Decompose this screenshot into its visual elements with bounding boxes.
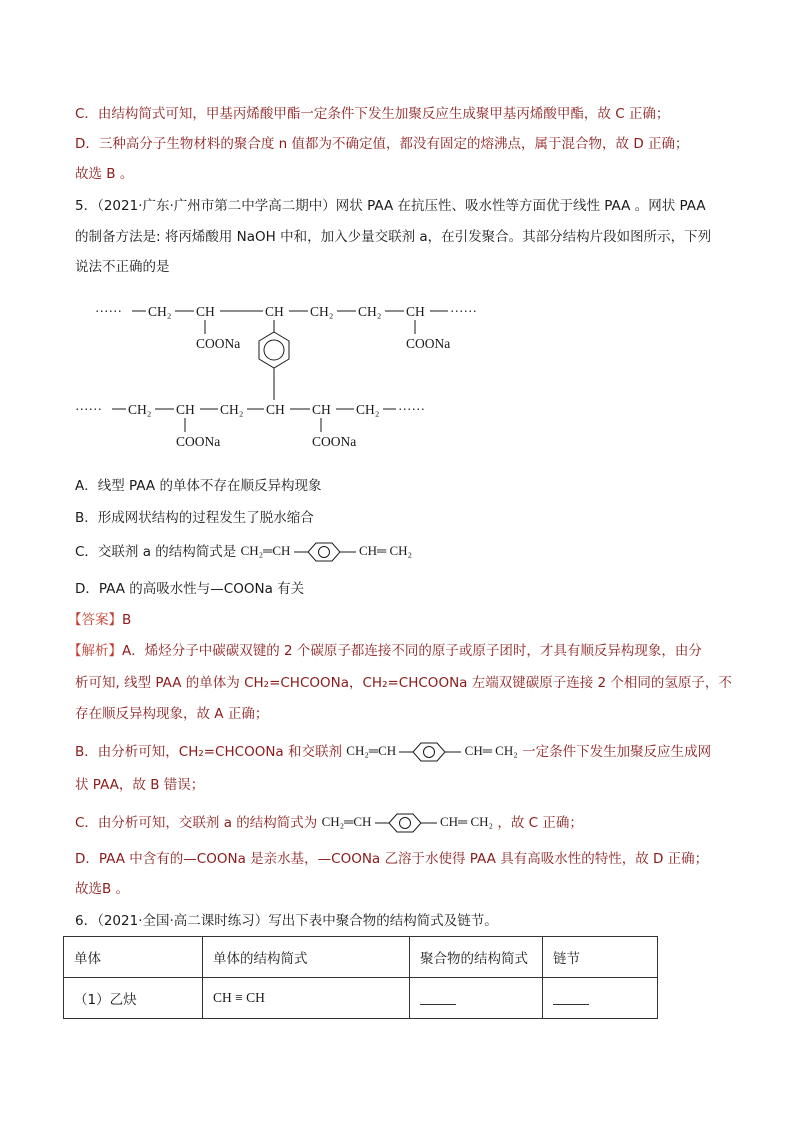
answer-label: 【答案】 (68, 612, 122, 628)
bottom-chain-dots: ······ (75, 402, 102, 417)
table-header-polymer-formula: 聚合物的结构简式 (410, 937, 543, 978)
bottom-chain-ch2-2: CH₂ (220, 402, 244, 417)
top-chain-ch-2: CH (265, 304, 284, 319)
benzene-ring-icon (294, 540, 356, 564)
analysis-b1-pre: B．由分析可知，CH₂=CHCOONa 和交联剂 (75, 744, 342, 760)
prev-conclusion: 故选 B 。 (75, 166, 134, 182)
repeat-unit-answer-blank[interactable] (553, 992, 589, 1005)
analysis-label: 【解析】 (68, 643, 122, 659)
analysis-a3: 存在顺反异构现象，故 A 正确； (75, 706, 269, 722)
table-cell-formula: CH ≡ CH (203, 978, 410, 1019)
q5-stem-line-1: 5．（2021·广东·广州市第二中学高二期中）网状 PAA 在抗压性、吸水性等方面优于线性 PAA 。网状 PAA (75, 198, 706, 214)
q5-stem-line-3: 说法不正确的是 (75, 259, 170, 275)
analysis-b-crosslinker-right: CH═ CH₂ (464, 742, 518, 758)
analysis-b1-post: 一定条件下发生加聚反应生成网 (522, 744, 712, 760)
q5-option-b: B．形成网状结构的过程发生了脱水缩合 (75, 510, 314, 526)
analysis-c-post: ，故 C 正确； (497, 815, 583, 831)
bottom-chain-ch-3: CH (312, 402, 331, 417)
q5-answer (68, 610, 131, 630)
analysis-b-crosslinker (346, 740, 518, 764)
analysis-b-crosslinker-left: CH₂═CH (346, 742, 397, 758)
analysis-c-crosslinker (322, 811, 494, 835)
benzene-ring-icon (375, 811, 437, 835)
analysis-c-pre: C．由分析可知，交联剂 a 的结构简式为 (75, 815, 318, 831)
table-header-repeat-unit: 链节 (543, 937, 658, 978)
analysis-a1: A．烯烃分子中碳碳双键的 2 个碳原子都连接不同的原子或原子团时，才具有顺反异构现象，由分 (122, 643, 702, 659)
top-chain-ch2-3: CH₂ (358, 304, 382, 319)
table-header-monomer-formula: 单体的结构简式 (203, 937, 410, 978)
analysis-c-crosslinker-left: CH₂═CH (321, 813, 372, 829)
top-chain-ch-1: CH (196, 304, 215, 319)
polymer-answer-blank[interactable] (420, 992, 456, 1005)
answer-value: B (122, 612, 132, 628)
table-header-row (64, 937, 658, 978)
top-chain-dots: ······ (95, 304, 122, 319)
q5-option-c (75, 540, 412, 564)
top-coona-1: COONa (196, 336, 241, 351)
bottom-chain-ch-1: CH (176, 402, 195, 417)
bottom-coona-1: COONa (176, 434, 221, 449)
q5-option-d: D．PAA 的高吸水性与—COONa 有关 (75, 581, 305, 597)
q5-stem-line-2: 的制备方法是: 将丙烯酸用 NaOH 中和，加入少量交联剂 a，在引发聚合。其部分结构片段如图所示，下列 (75, 229, 712, 245)
benzene-ring-icon (399, 740, 461, 764)
table-row (64, 978, 658, 1019)
analysis-conclusion: 故选B 。 (75, 881, 130, 897)
bottom-coona-2: COONa (312, 434, 357, 449)
crosslinker-structure (241, 540, 413, 564)
table-cell-polymer-blank[interactable] (410, 978, 543, 1019)
bottom-chain-ch-2: CH (266, 402, 285, 417)
q6-table (63, 936, 658, 1019)
analysis-d1: D．PAA 中含有的—COONa 是亲水基，—COONa 乙溶于水使得 PAA 具有高吸水性的特性，故 D 正确； (75, 851, 709, 867)
top-chain-ch2-1: CH₂ (148, 304, 172, 319)
analysis-b1 (75, 740, 711, 764)
bottom-chain-end-dots: ······ (398, 402, 425, 417)
prev-option-c-explanation: C．由结构简式可知，甲基丙烯酸甲酯一定条件下发生加聚反应生成聚甲基丙烯酸甲酯，故 C 正确； (75, 106, 670, 122)
bottom-chain-ch2-3: CH₂ (356, 402, 380, 417)
analysis-b2: 状 PAA，故 B 错误； (75, 777, 205, 793)
analysis-c (75, 811, 583, 835)
table-header-monomer: 单体 (64, 937, 203, 978)
q5-option-a: A．线型 PAA 的单体不存在顺反异构现象 (75, 478, 322, 494)
top-chain-ch2-2: CH₂ (310, 304, 334, 319)
top-chain-end-dots: ······ (450, 304, 477, 319)
prev-option-d-explanation: D．三种高分子生物材料的聚合度 n 值都为不确定值，都没有固定的熔沸点，属于混合物，故 D 正确； (75, 136, 689, 152)
analysis-c-crosslinker-right: CH═ CH₂ (439, 813, 494, 829)
table-cell-monomer: （1）乙炔 (64, 978, 203, 1019)
top-coona-2: COONa (406, 336, 451, 351)
analysis-a2: 析可知, 线型 PAA 的单体为 CH₂=CHCOONa，CH₂=CHCOONa 左端双键碳原子连接 2 个相同的氢原子，不 (75, 675, 732, 691)
crosslinker-right: CH═ CH₂ (358, 542, 413, 558)
bottom-chain-ch2-1: CH₂ (128, 402, 152, 417)
crosslinker-left: CH₂═CH (240, 542, 291, 558)
top-chain-ch-3: CH (406, 304, 425, 319)
q5-option-c-text: C．交联剂 a 的结构简式是 (75, 544, 237, 560)
table-cell-repeat-blank[interactable] (543, 978, 658, 1019)
q6-stem: 6．（2021·全国·高二课时练习）写出下表中聚合物的结构简式及链节。 (75, 913, 498, 929)
analysis-line-1 (68, 641, 702, 661)
paa-structure-figure (70, 290, 490, 460)
